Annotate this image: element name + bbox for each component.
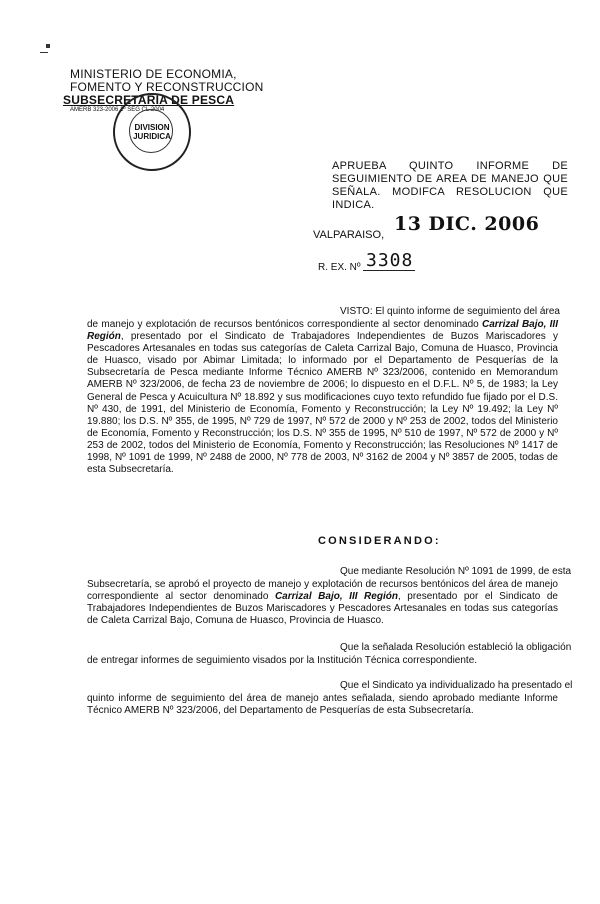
city-label: VALPARAISO, (313, 229, 385, 241)
document-subject: APRUEBA QUINTO INFORME DE SEGUIMIENTO DE AREA DE MANEJO QUE SEÑALA. MODIFCA RESOLUCION QUE INDICA. (332, 160, 568, 211)
juridica-stamp (113, 93, 191, 171)
ministry-line: MINISTERIO DE ECONOMIA, (70, 67, 237, 81)
sector-name: Carrizal Bajo, III Región (87, 319, 558, 343)
considerando-heading: CONSIDERANDO: (318, 535, 441, 547)
ministry-line: FOMENTO Y RECONSTRUCCION (70, 80, 264, 94)
considerando-text: Subsecretaría, se aprobó el proyecto de manejo y explotación de recursos bentónicos del área de manejo correspondiente al sector denominado (87, 579, 558, 603)
resolution-underline (363, 270, 415, 271)
considerando-paragraph (87, 579, 558, 627)
sector-name: Carrizal Bajo, III Región (274, 591, 398, 603)
considerando-paragraph: quinto informe de seguimiento del área de manejo antes señalada, siendo aprobado mediante Informe Técnico AMERB Nº 323/2006, del Departamento de Pesquerías de esta Subsecretaría. (87, 693, 558, 717)
stamp-text (115, 123, 189, 141)
resolution-label: R. EX. Nº (318, 262, 361, 273)
subsecretaria-line: SUBSECRETARIA DE PESCA (63, 93, 235, 107)
reference-code: AMERB 323-2006 1º SEG CL.2004 (70, 107, 165, 113)
considerando-text: , presentado por el Sindicato de Trabajadores Independientes de Buzos Mariscadores y Pescadores Artesanales en todas sus categorías de Caleta Carrizal Bajo, Comuna de Huasco, Provincia de Huasco. (87, 591, 558, 627)
visto-paragraph (87, 319, 558, 476)
handwritten-date: 13 DIC. 2006 (394, 213, 540, 235)
considerando-first-line: Que mediante Resolución Nº 1091 de 1999, de esta (340, 566, 572, 577)
stamp-line: DIVISION (134, 123, 170, 132)
visto-first-line: VISTO: El quinto informe de seguimiento del área (340, 306, 560, 317)
considerando-first-line: Que el Sindicato ya individualizado ha presentado el (340, 680, 573, 691)
scan-mark (40, 52, 48, 53)
visto-text: , presentado por el Sindicato de Trabajadores Independientes de Buzos Mariscadores y Pescadores Artesanales en todas sus categorías de Caleta Carrizal Bajo, Comuna de Huasco, Provincia de Huasco, visado por Abimar Limitada; lo informado por el Departamento de Pesquerías de la Subsecretaría de Pesca mediante Informe Técnico AMERB Nº 323/2006, contenido en Memorandum AMERB Nº 323/2006, de fecha 23 de noviembre de 2006; lo dispuesto en el D.F.L. Nº 5, de 1983; la Ley General de Pesca y Acuicultura Nº 18.892 y sus modificaciones cuyo texto refundido fue fijado por el D.S. Nº 430, de 1991, del Ministerio de Economía, Fomento y Reconstrucción; la Ley Nº 19.492; la Ley Nº 19.880; los D.S. Nº 355, de 1995, Nº 729 de 1997, Nº 572 de 2000 y Nº 253 de 2002, todos del Ministerio de Economía, Fomento y Reconstrucción; los D.S. Nº 355 de 1995, Nº 510 de 1997, Nº 572 de 2000 y Nº 253 de 2002, todos del Ministerio de Economía, Fomento y Reconstrucción; las Resoluciones Nº 1417 de 1998, Nº 1091 de 1999, Nº 2488 de 2000, Nº 778 de 2003, Nº 3162 de 2004 y Nº 3857 de 2005, todas de esta Subsecretaría. (87, 331, 558, 476)
visto-text: de manejo y explotación de recursos bentónicos correspondiente al sector denominado (87, 319, 482, 330)
resolution-number: 3308 (366, 250, 414, 271)
considerando-first-line: Que la señalada Resolución estableció la obligación (340, 642, 572, 653)
considerando-paragraph: de entregar informes de seguimiento visados por la Institución Técnica correspondiente. (87, 655, 478, 666)
stamp-line: JURIDICA (133, 132, 171, 141)
scan-mark (46, 44, 50, 48)
